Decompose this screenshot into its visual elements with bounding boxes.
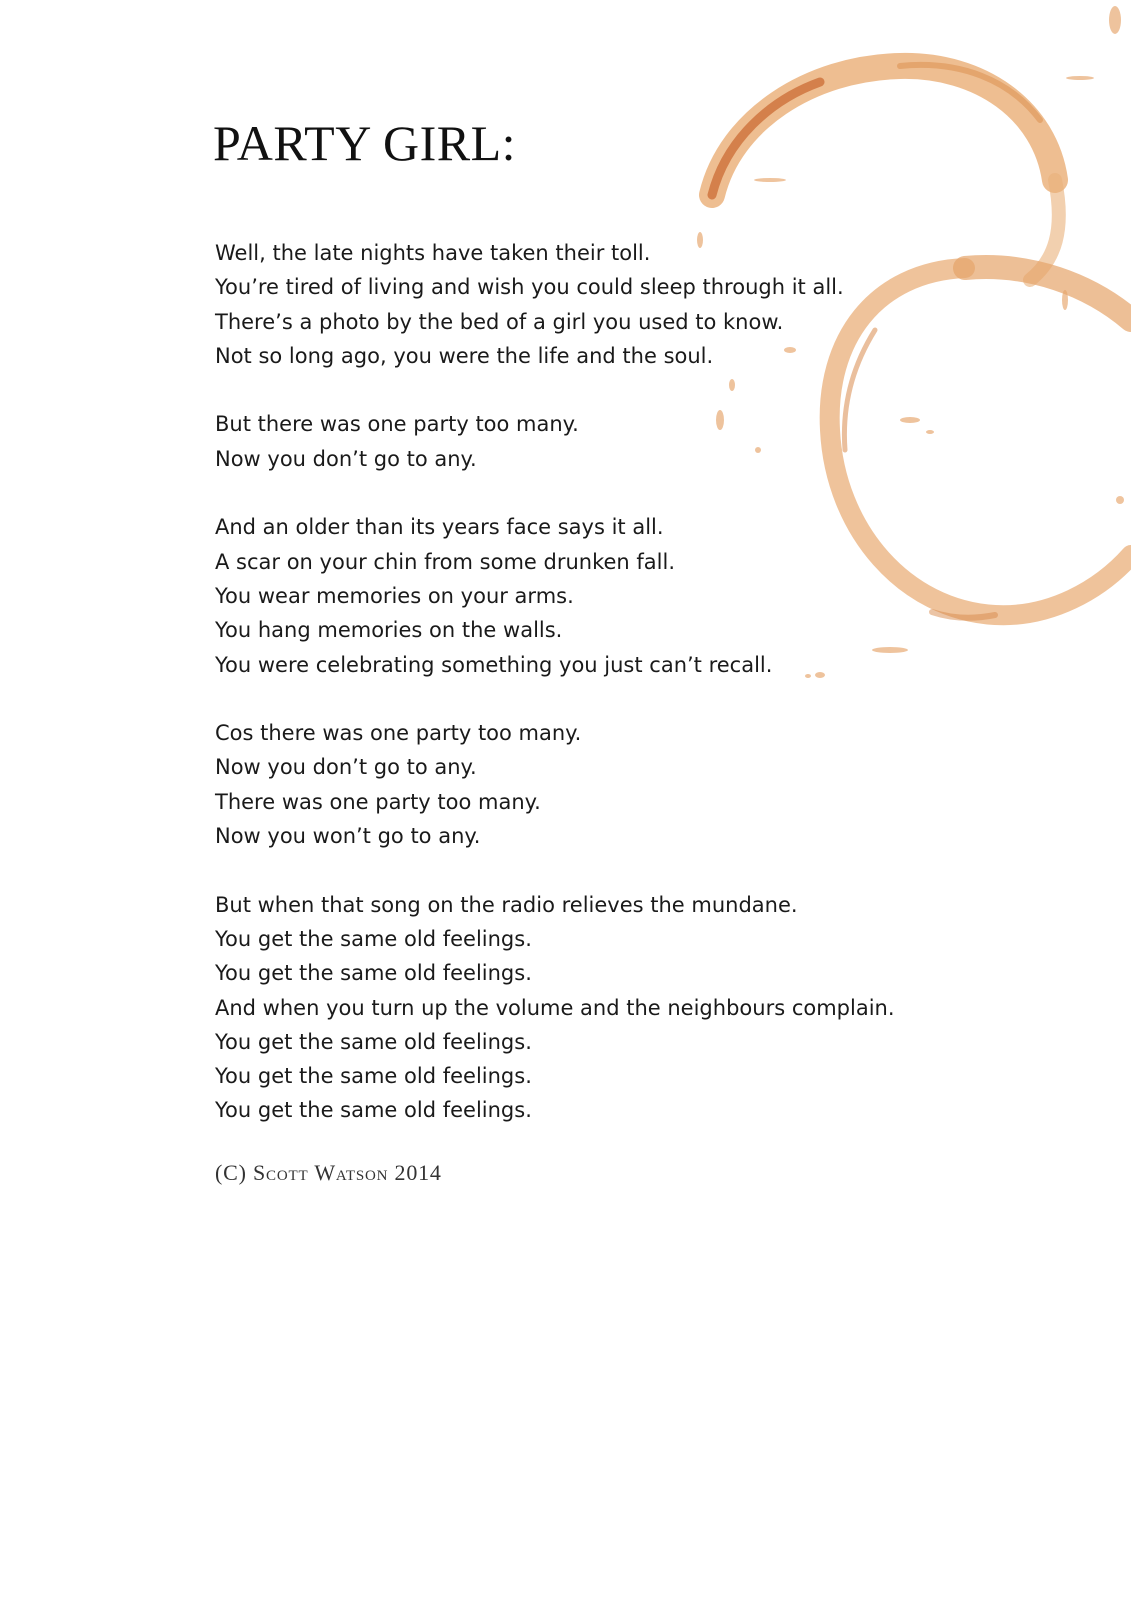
poem-line: Now you don’t go to any. [215, 755, 477, 780]
poem-line: Well, the late nights have taken their toll. [215, 241, 651, 265]
poem-line: You wear memories on your arms. [215, 583, 574, 608]
poem-line: But when that song on the radio relieves the mundane. [215, 892, 798, 917]
poem-line: Now you don’t go to any. [215, 446, 477, 471]
poem-line: You get the same old feelings. [215, 926, 532, 951]
poem-line: There’s a photo by the bed of a girl you used to know. [215, 309, 784, 334]
poem-line: You were celebrating something you just can’t recall. [215, 652, 773, 677]
poem-line: Not so long ago, you were the life and the soul. [215, 343, 714, 368]
poem-line: You hang memories on the walls. [215, 618, 563, 643]
stanza [215, 888, 915, 1128]
poem-line: Cos there was one party too many. [215, 721, 582, 746]
poem-line: You get the same old feelings. [215, 1098, 532, 1123]
poem-line: And an older than its years face says it all. [215, 515, 664, 540]
poem-line: A scar on your chin from some drunken fall. [215, 549, 676, 574]
stanza [215, 716, 915, 853]
poem-line: You get the same old feelings. [215, 1064, 532, 1089]
poem-line: And when you turn up the volume and the neighbours complain. [215, 995, 895, 1020]
poem-line: You’re tired of living and wish you could sleep through it all. [215, 275, 844, 300]
poem-line: You get the same old feelings. [215, 961, 532, 986]
poem-line: Now you won’t go to any. [215, 824, 481, 849]
poem-title: PARTY GIRL: [213, 115, 517, 171]
poem-line: But there was one party too many. [215, 412, 579, 437]
poem-body [215, 236, 915, 1162]
poem-line: There was one party too many. [215, 789, 541, 814]
copyright-notice: (C) Scott Watson 2014 [215, 1160, 442, 1185]
stanza [215, 236, 915, 373]
stanza [215, 510, 915, 681]
poem-line: You get the same old feelings. [215, 1029, 532, 1054]
stanza [215, 407, 915, 476]
